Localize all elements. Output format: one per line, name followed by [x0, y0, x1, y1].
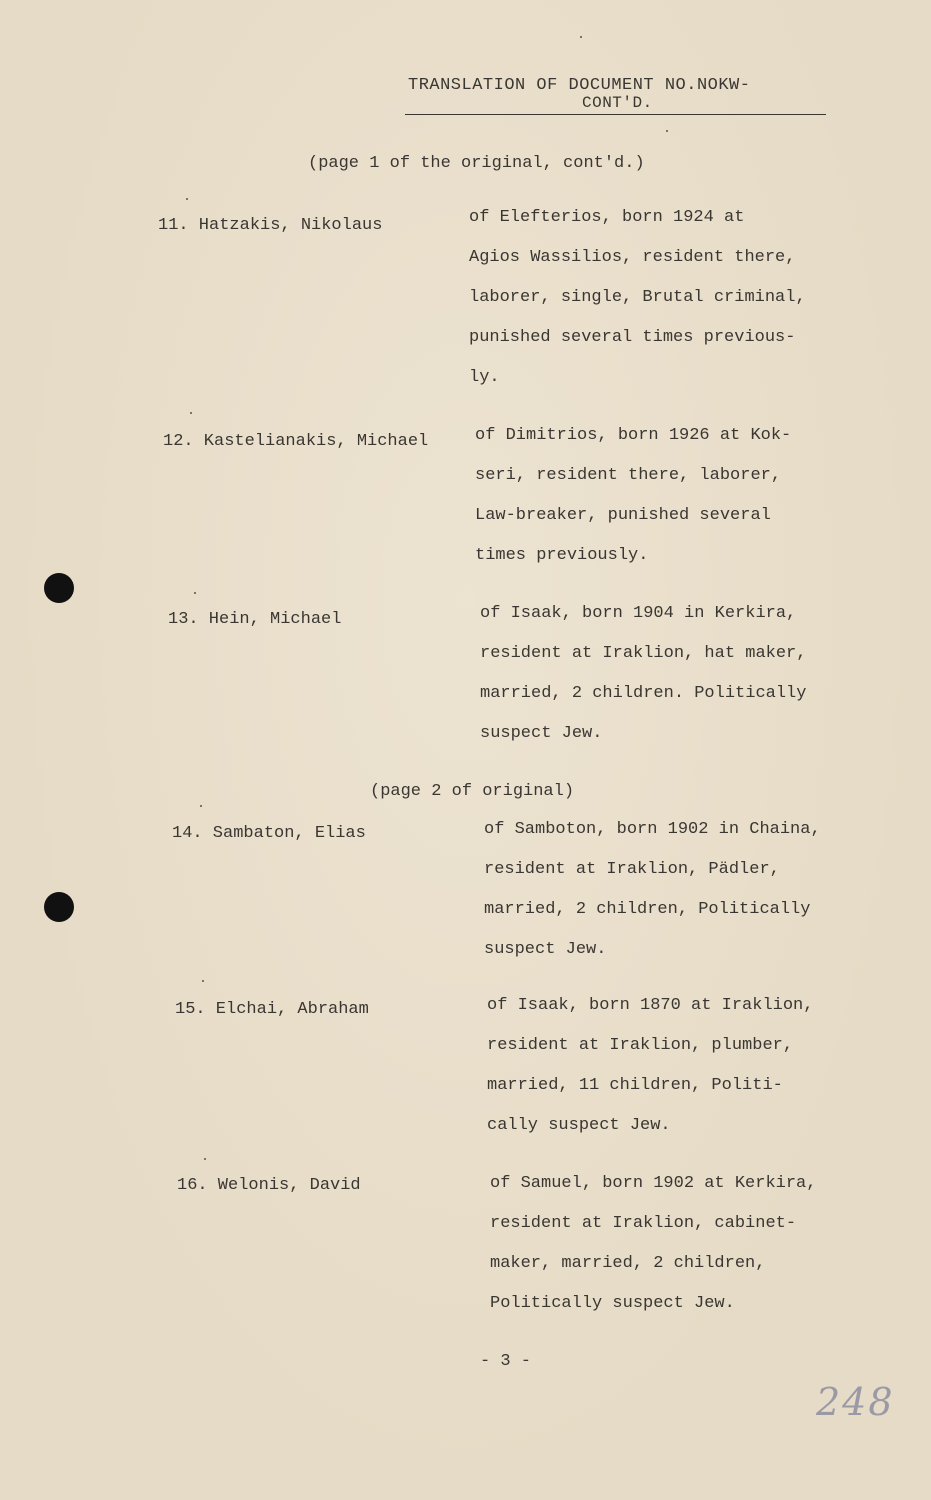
paper-speck [186, 198, 188, 200]
handwritten-page-number: 248 [816, 1380, 895, 1424]
entry-desc-14 [484, 810, 884, 970]
punch-hole-top [44, 573, 74, 603]
paper-speck [580, 36, 582, 38]
entry-desc-15 [487, 986, 887, 1146]
entry-line: suspect Jew. [480, 724, 603, 743]
entry-desc-16 [490, 1164, 890, 1324]
entry-name-14: 14. Sambaton, Elias [172, 824, 366, 843]
entry-line: resident at Iraklion, cabinet- [490, 1214, 797, 1233]
entry-desc-13 [480, 594, 880, 754]
entry-line: married, 2 children, Politically [484, 900, 811, 919]
entry-line: of Samboton, born 1902 in Chaina, [484, 820, 821, 839]
entry-line: punished several times previous- [469, 328, 796, 347]
header-underline [405, 114, 826, 115]
paper-speck [200, 805, 202, 807]
entry-desc-12 [475, 416, 875, 576]
paper-speck [202, 980, 204, 982]
entry-line: times previously. [475, 546, 649, 565]
entry-line: married, 2 children. Politically [480, 684, 807, 703]
entry-name-13: 13. Hein, Michael [168, 610, 342, 629]
page-note-2: (page 2 of original) [370, 782, 575, 801]
entry-line: suspect Jew. [484, 940, 607, 959]
paper-speck [204, 1158, 206, 1160]
entry-line: of Elefterios, born 1924 at [469, 208, 745, 227]
entry-name-15: 15. Elchai, Abraham [175, 1000, 369, 1019]
entry-line: of Isaak, born 1870 at Iraklion, [487, 996, 814, 1015]
page-note-1: (page 1 of the original, cont'd.) [308, 154, 645, 173]
paper-speck [666, 130, 668, 132]
document-subtitle: CONT'D. [582, 94, 653, 112]
entry-line: maker, married, 2 children, [490, 1254, 766, 1273]
entry-line: cally suspect Jew. [487, 1116, 671, 1135]
entry-line: resident at Iraklion, hat maker, [480, 644, 807, 663]
entry-line: resident at Iraklion, Pädler, [484, 860, 780, 879]
paper-speck [190, 412, 192, 414]
document-title: TRANSLATION OF DOCUMENT NO.NOKW- [408, 76, 751, 95]
punch-hole-bottom [44, 892, 74, 922]
entry-name-16: 16. Welonis, David [177, 1176, 361, 1195]
paper-speck [194, 592, 196, 594]
entry-name-12: 12. Kastelianakis, Michael [163, 432, 429, 451]
entry-line: of Samuel, born 1902 at Kerkira, [490, 1174, 817, 1193]
entry-name-11: 11. Hatzakis, Nikolaus [158, 216, 383, 235]
entry-line: of Isaak, born 1904 in Kerkira, [480, 604, 797, 623]
entry-line: seri, resident there, laborer, [475, 466, 782, 485]
entry-line: married, 11 children, Politi- [487, 1076, 783, 1095]
entry-line: laborer, single, Brutal criminal, [469, 288, 806, 307]
entry-desc-11 [469, 198, 869, 398]
entry-line: Law-breaker, punished several [475, 506, 771, 525]
entry-line: Politically suspect Jew. [490, 1294, 735, 1313]
page-number: - 3 - [480, 1352, 532, 1371]
entry-line: of Dimitrios, born 1926 at Kok- [475, 426, 792, 445]
entry-line: resident at Iraklion, plumber, [487, 1036, 794, 1055]
entry-line: ly. [469, 368, 500, 387]
entry-line: Agios Wassilios, resident there, [469, 248, 796, 267]
